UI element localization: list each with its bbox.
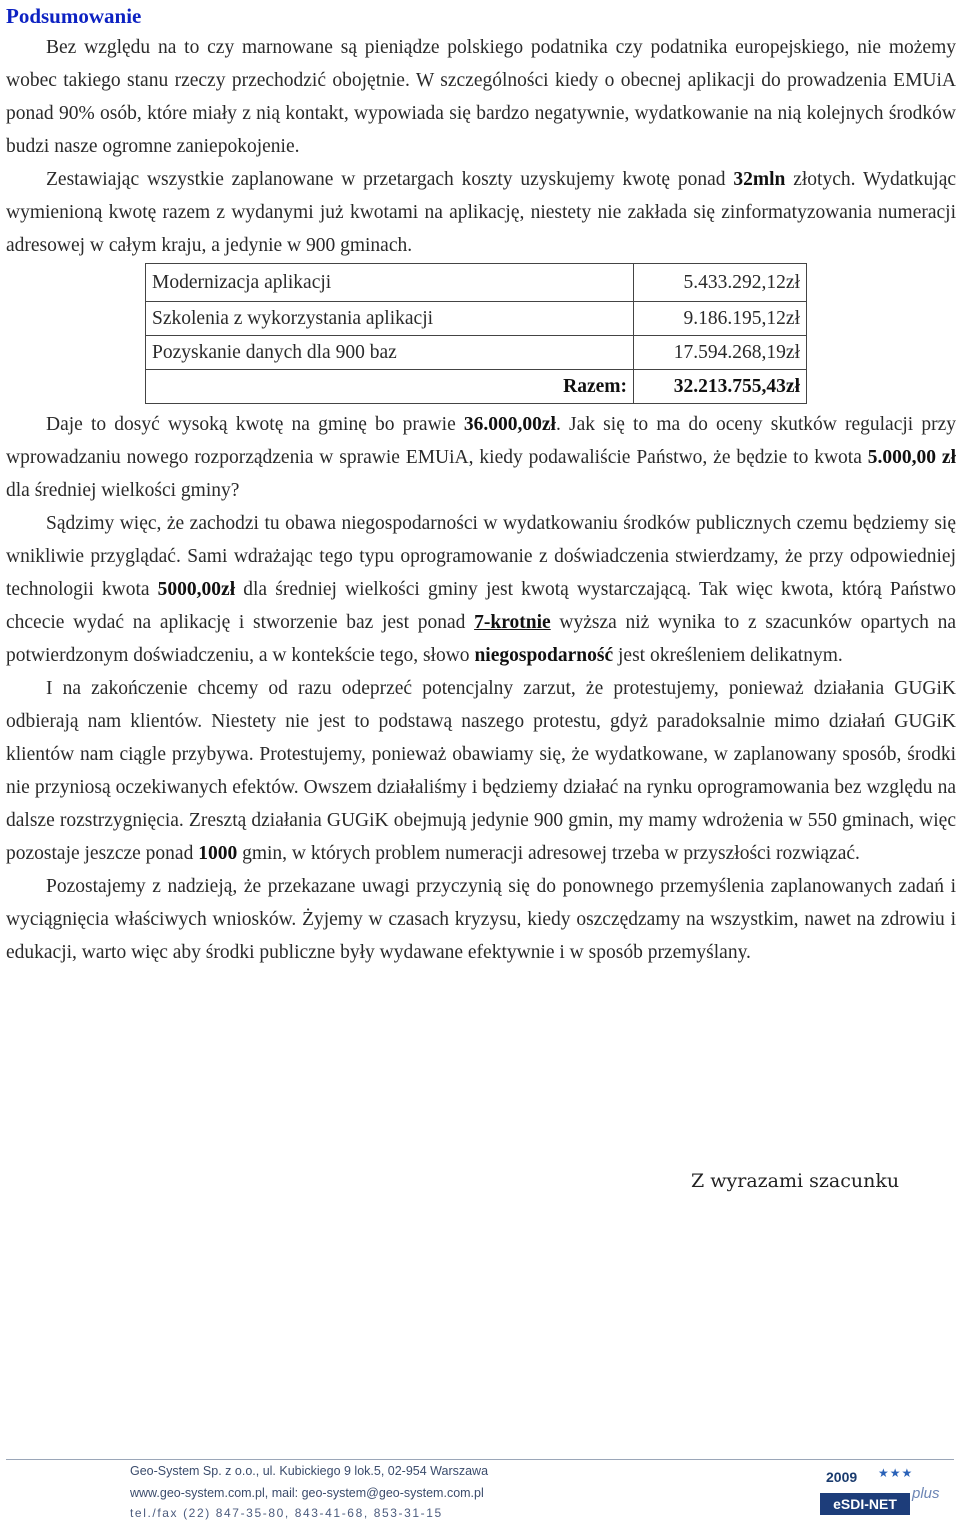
paragraph-4 xyxy=(6,507,956,672)
footer-web-mail: www.geo-system.com.pl, mail: geo-system@geo-system.com.pl xyxy=(130,1486,484,1500)
emphasis-amount: 36.000,00zł xyxy=(463,414,556,435)
cost-table xyxy=(145,263,807,404)
emphasis-word: niegospodarność xyxy=(474,645,614,666)
paragraph-5 xyxy=(6,672,956,870)
paragraph-2 xyxy=(6,163,956,262)
total-label: Razem: xyxy=(146,370,634,404)
stars-icon: ★★★ xyxy=(878,1466,914,1480)
text-run: Sądzimy więc, że zachodzi tu obawa niegospodarności w wydatkowaniu środków publicznych czemu będziemy się wnikliwie przyglądać. Sami wdrażając tego typu oprogramowanie z doświadczenia stwierdzamy, że przy odpowiedniej technologii kwota xyxy=(6,513,956,600)
section-heading: Podsumowanie xyxy=(6,4,142,28)
text-run: I na zakończenie chcemy od razu odeprzeć potencjalny zarzut, że protestujemy, ponieważ działania GUGiK odbierają nam klientów. Niestety nie jest to podstawą naszego protestu, gdyż paradoksalnie mimo działań GUGiK klientów nam ciągle przybywa. Protestujemy, ponieważ obawiamy się, że wydatkowane, w zaplanowany sposób, środki nie przyniosą oczekiwanych efektów. Owszem działaliśmy i będziemy działać na rynku oprogramowania bez względu na dalsze rozstrzygnięcia. Zresztą działania GUGiK obejmują jedynie 900 gmin, my mamy wdrożenia w 550 gminach, więc pozostaje jeszcze ponad xyxy=(6,678,956,864)
table-total-row xyxy=(146,370,807,404)
cost-amount: 17.594.268,19zł xyxy=(634,336,807,370)
text-run: dla średniej wielkości gminy? xyxy=(6,480,240,501)
footer-address: Geo-System Sp. z o.o., ul. Kubickiego 9 lok.5, 02-954 Warszawa xyxy=(130,1464,489,1478)
footer-phone: tel./fax (22) 847-35-80, 843-41-68, 853-31-15 xyxy=(130,1506,443,1520)
logo-year: 2009 xyxy=(826,1469,858,1485)
text-run: jest określeniem delikatnym. xyxy=(613,645,843,666)
document-body xyxy=(6,31,956,969)
cost-amount: 5.433.292,12zł xyxy=(634,264,807,302)
paragraph-6: Pozostajemy z nadzieją, że przekazane uwagi przyczynią się do ponownego przemyślenia zaplanowanych zadań i wyciągnięcia właściwych wniosków. Żyjemy w czasach kryzysu, kiedy oszczędzamy na wszystkim, nawet na zdrowiu i edukacji, warto więc aby środki publiczne były wydawane efektywnie i w sposób przemyślany. xyxy=(6,876,956,963)
total-amount: 32.213.755,43zł xyxy=(634,370,807,404)
paragraph-1: Bez względu na to czy marnowane są pieniądze polskiego podatnika czy podatnika europejskiego, nie możemy wobec takiego stanu rzeczy przechodzić obojętnie. W szczególności kiedy o obecnej aplikacji do prowadzenia EMUiA ponad 90% osób, które miały z nią kontakt, wypowiada się bardzo negatywnie, wydatkowanie na nią kolejnych środków budzi nasze ogromne zaniepokojenie. xyxy=(6,37,956,157)
logo-name: eSDI-NET xyxy=(820,1493,910,1515)
cost-name: Pozyskanie danych dla 900 baz xyxy=(146,336,634,370)
text-run: . Jak się to ma do oceny skutków regulacji przy wprowadzaniu nowego rozporządzenia w sprawie EMUiA, kiedy podawaliście Państwo, że będzie to kwota xyxy=(6,414,957,468)
footer-divider xyxy=(6,1459,954,1460)
cost-name: Modernizacja aplikacji xyxy=(146,264,634,302)
text-run: dla średniej wielkości gminy jest kwotą wystarczającą. Tak więc kwota, którą Państwo chcecie wydać na aplikację i stworzenie baz jest ponad xyxy=(6,579,956,633)
table-row xyxy=(146,264,807,302)
emphasis-underlined: 7-krotnie xyxy=(474,612,551,633)
text-run: Zestawiając wszystkie zaplanowane w przetargach koszty uzyskujemy kwotę ponad xyxy=(46,169,734,190)
text-run: złotych. Wydatkując wymienioną kwotę razem z wydanymi już kwotami na aplikację, niestety nie zakłada się zinformatyzowania numeracji adresowej w całym kraju, a jedynie w 900 gminach. xyxy=(6,169,956,256)
cost-name: Szkolenia z wykorzystania aplikacji xyxy=(146,302,634,336)
esdi-net-logo xyxy=(820,1466,946,1518)
table-row xyxy=(146,336,807,370)
logo-plus: plus xyxy=(912,1485,940,1502)
text-run: Daje to dosyć wysoką kwotę na gminę bo prawie xyxy=(46,414,464,435)
emphasis-amount: 1000 xyxy=(198,843,238,864)
emphasis-amount: 5.000,00 zł xyxy=(867,447,956,468)
text-run: gmin, w których problem numeracji adresowej trzeba w przyszłości rozwiązać. xyxy=(237,843,860,864)
table-row xyxy=(146,302,807,336)
cost-amount: 9.186.195,12zł xyxy=(634,302,807,336)
closing-signoff: Z wyrazami szacunku xyxy=(691,1170,900,1192)
text-run: wyższa niż wynika to z szacunków opartych na potwierdzonym doświadczeniu, a w kontekście tego, słowo xyxy=(6,612,957,666)
emphasis-amount: 32mln xyxy=(733,169,786,190)
emphasis-amount: 5000,00zł xyxy=(157,579,236,600)
paragraph-3 xyxy=(6,408,956,507)
